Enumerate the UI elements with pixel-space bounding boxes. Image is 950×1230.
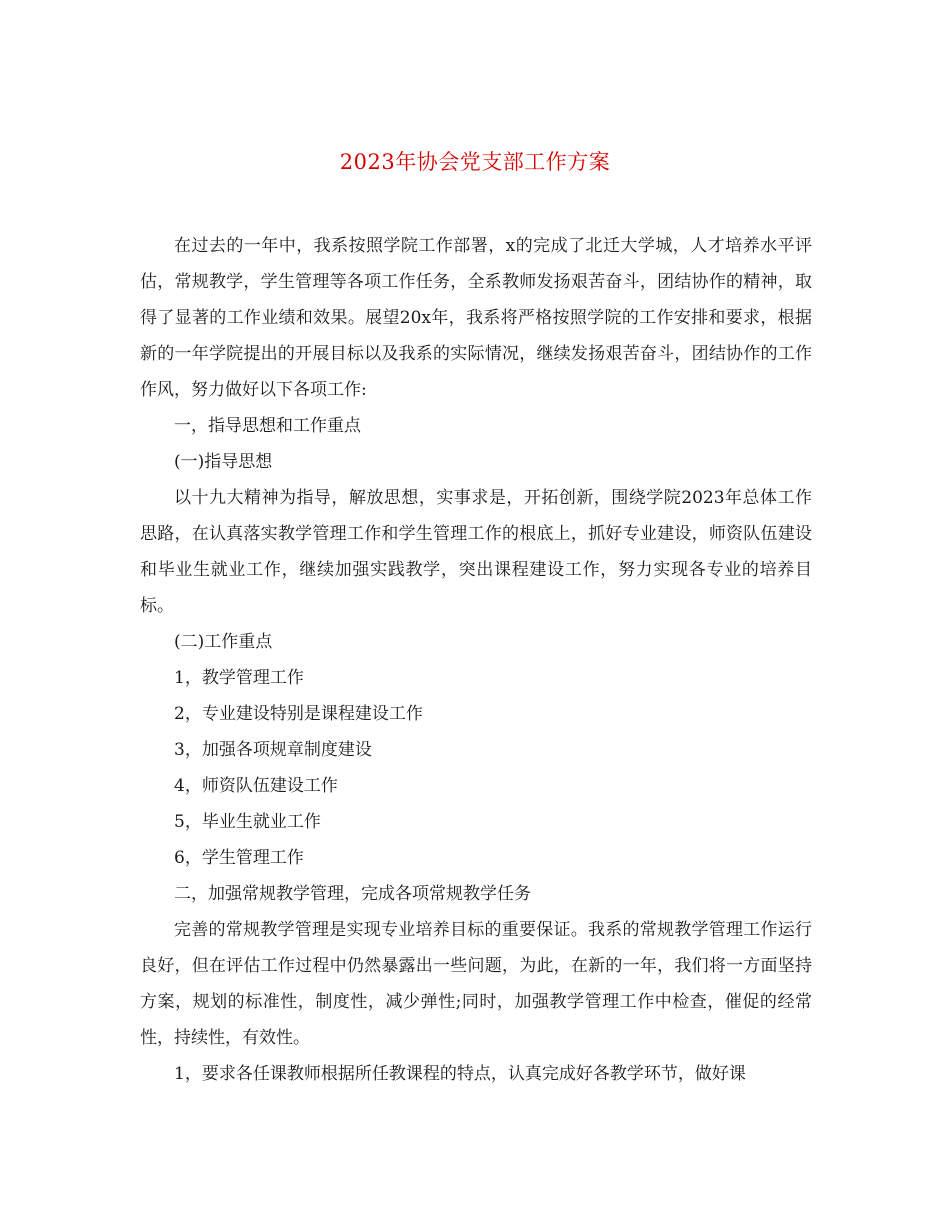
document-title: 2023年协会党支部工作方案 (339, 150, 611, 174)
list-item-6: 6，学生管理工作 (174, 848, 304, 868)
subheading-work-focus: (二)工作重点 (174, 632, 273, 652)
paragraph-teaching-management: 完善的常规教学管理是实现专业培养目标的重要保证。我系的常规教学管理工作运行良好，但在评估工作过程中仍然暴露出一些问题，为此，在新的一年，我们将一方面坚持方案，规划的标准性，制度性，减少弹性;同时，加强教学管理工作中检查，催促的经常性，持续性，有效性。 (140, 920, 812, 1048)
list-item-2: 2，专业建设特别是课程建设工作 (174, 704, 423, 724)
list-item-5: 5，毕业生就业工作 (174, 812, 321, 832)
subheading-guiding-thought: (一)指导思想 (174, 452, 273, 472)
heading-section-1: 一，指导思想和工作重点 (174, 416, 361, 436)
list-item-4: 4，师资队伍建设工作 (174, 776, 338, 796)
list-item-1: 1，教学管理工作 (174, 668, 304, 688)
document-body (140, 228, 812, 1092)
paragraph-guiding-thought: 以十九大精神为指导，解放思想，实事求是，开拓创新，围绕学院2023年总体工作思路，在认真落实教学管理工作和学生管理工作的根底上，抓好专业建设，师资队伍建设和毕业生就业工作，继续加强实践教学，突出课程建设工作，努力实现各专业的培养目标。 (140, 488, 812, 616)
paragraph-requirement-1: 1，要求各任课教师根据所任教课程的特点，认真完成好各教学环节，做好课 (174, 1064, 746, 1084)
heading-section-2: 二，加强常规教学管理，完成各项常规教学任务 (174, 884, 531, 904)
list-item-3: 3，加强各项规章制度建设 (174, 740, 372, 760)
paragraph-intro: 在过去的一年中，我系按照学院工作部署，x的完成了北迁大学城，人才培养水平评估，常规教学，学生管理等各项工作任务，全系教师发扬艰苦奋斗，团结协作的精神，取得了显著的工作业绩和效果。展望20x年，我系将严格按照学院的工作安排和要求，根据新的一年学院提出的开展目标以及我系的实际情况，继续发扬艰苦奋斗，团结协作的工作作风，努力做好以下各项工作: (140, 236, 812, 400)
